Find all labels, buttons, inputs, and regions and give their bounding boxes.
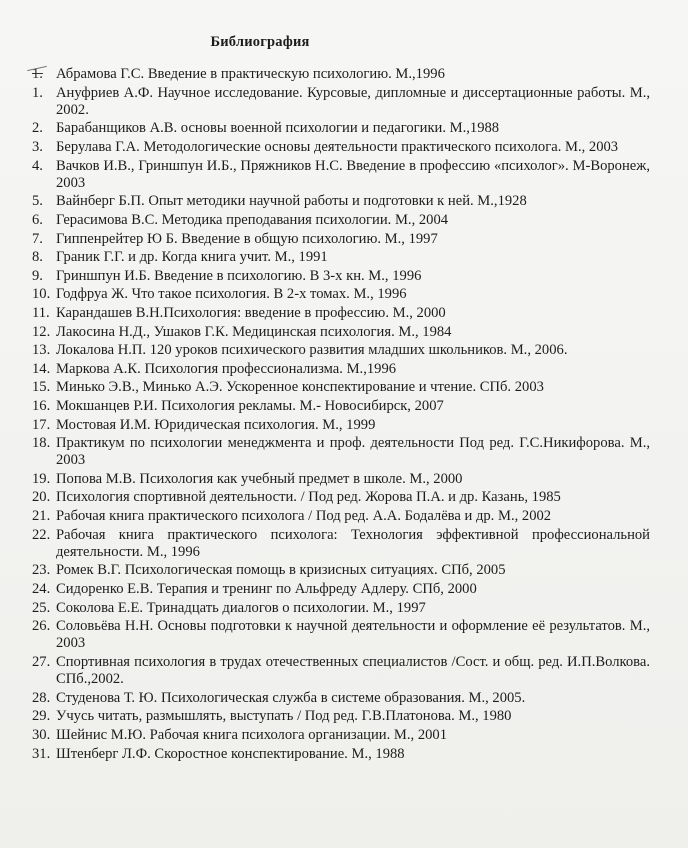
bibliography-entry [32, 746, 650, 763]
bibliography-entry [32, 361, 650, 378]
entry-number: 13. [32, 342, 51, 359]
entry-number: 14. [32, 360, 51, 377]
entry-number: 9. [32, 267, 43, 284]
document-title: Библиография [210, 34, 310, 50]
entry-text: Берулава Г.А. Методологические основы деятельности практического психолога. М., 2003 [56, 138, 619, 155]
entry-text: Попова М.В. Психология как учебный предмет в школе. М., 2000 [56, 470, 463, 487]
entry-text: Ануфриев А.Ф. Научное исследование. Курсовые, дипломные и диссертационные работы. М., 2002. [56, 84, 650, 118]
entry-text: Соколова Е.Е. Тринадцать диалогов о психологии. М., 1997 [56, 599, 426, 616]
entry-number: 18. [32, 435, 51, 452]
bibliography-entry [32, 120, 650, 137]
entry-text: Граник Г.Г. и др. Когда книга учит. М., 1991 [56, 249, 328, 266]
entry-text: Абрамова Г.С. Введение в практическую психологию. М.,1996 [56, 66, 445, 82]
bibliography-entry [32, 85, 650, 119]
entry-text: Годфруа Ж. Что такое психология. В 2-х томах. М., 1996 [56, 286, 407, 303]
entry-number: 3. [32, 138, 43, 155]
bibliography-entry [32, 379, 650, 396]
entry-text: Психология спортивной деятельности. / Под ред. Жорова П.А. и др. Казань, 1985 [56, 489, 561, 506]
entry-text: Учусь читать, размышлять, выступать / Под ред. Г.В.Платонова. М., 1980 [56, 708, 512, 725]
entry-text: Студенова Т. Ю. Психологическая служба в системе образования. М., 2005. [56, 689, 526, 706]
entry-text: Карандашев В.Н.Психология: введение в профессию. М., 2000 [56, 304, 446, 321]
entry-text: Шейнис М.Ю. Рабочая книга психолога организации. М., 2001 [56, 727, 448, 744]
bibliography-entry [32, 286, 650, 303]
bibliography-entry [32, 471, 650, 488]
bibliography-entry [32, 435, 650, 469]
entry-number: 11. [32, 304, 50, 321]
entry-text: Практикум по психологии менеджмента и проф. деятельности Под ред. Г.С.Никифорова. М., 2003 [56, 435, 650, 469]
bibliography-entry [32, 654, 650, 688]
bibliography-list [32, 66, 650, 764]
bibliography-entry [32, 231, 650, 248]
entry-text: Гриншпун И.Б. Введение в психологию. В 3-х кн. М., 1996 [56, 267, 422, 284]
entry-number: 7. [32, 230, 43, 247]
entry-number: 19. [32, 470, 51, 487]
bibliography-entry [32, 489, 650, 506]
entry-number: 25. [32, 599, 51, 616]
entry-text: Рабочая книга практического психолога / Под ред. А.А. Бодалёва и др. М., 2002 [56, 508, 552, 525]
bibliography-entry [32, 212, 650, 229]
entry-number: 4. [32, 157, 43, 174]
entry-text: Мостовая И.М. Юридическая психология. М., 1999 [56, 416, 376, 433]
entry-text: Вайнберг Б.П. Опыт методики научной работы и подготовки к ней. М.,1928 [56, 193, 527, 210]
entry-text: Спортивная психология в трудах отечественных специалистов /Сост. и общ. ред. И.П.Волкова. СПб.,2002. [56, 654, 650, 688]
bibliography-entry [32, 249, 650, 266]
entry-number: 30. [32, 727, 51, 744]
entry-number: 1. [32, 66, 43, 82]
entry-text: Маркова А.К. Психология профессионализма. М.,1996 [56, 360, 397, 377]
entry-text: Вачков И.В., Гриншпун И.Б., Пряжников Н.С. Введение в профессию «психолог». М-Воронеж, 2003 [56, 157, 650, 191]
entry-number: 16. [32, 397, 51, 414]
entry-text: Локалова Н.П. 120 уроков психического развития младших школьников. М., 2006. [56, 342, 568, 359]
entry-number: 2. [32, 120, 43, 137]
entry-number: 10. [32, 286, 51, 303]
entry-number: 27. [32, 654, 51, 671]
entry-text: Мокшанцев Р.И. Психология рекламы. М.- Новосибирск, 2007 [56, 397, 444, 414]
entry-text: Штенберг Л.Ф. Скоростное конспектирование. М., 1988 [56, 745, 405, 762]
bibliography-entry [32, 690, 650, 707]
entry-number: 1. [32, 84, 43, 101]
entry-number: 12. [32, 323, 51, 340]
entry-number: 29. [32, 708, 51, 725]
entry-number: 24. [32, 581, 51, 598]
entry-number: 23. [32, 562, 51, 579]
entry-text: Лакосина Н.Д., Ушаков Г.К. Медицинская психология. М., 1984 [56, 323, 452, 340]
bibliography-entry [32, 398, 650, 415]
bibliography-entry [32, 268, 650, 285]
entry-text: Соловьёва Н.Н. Основы подготовки к научной деятельности и оформление её результатов. М., 2003 [56, 618, 650, 652]
bibliography-entry [32, 193, 650, 210]
bibliography-entry [32, 562, 650, 579]
entry-number: 17. [32, 416, 51, 433]
bibliography-entry [32, 618, 650, 652]
entry-number: 8. [32, 249, 43, 266]
bibliography-entry [32, 727, 650, 744]
entry-text: Гиппенрейтер Ю Б. Введение в общую психологию. М., 1997 [56, 230, 438, 247]
entry-number: 22. [32, 526, 51, 543]
entry-text: Минько Э.В., Минько А.Э. Ускоренное конспектирование и чтение. СПб. 2003 [56, 379, 544, 396]
bibliography-entry [32, 305, 650, 322]
bibliography-entry [32, 508, 650, 525]
entry-text: Рабочая книга практического психолога: Технология эффективной профессиональной деятельности. М., 1996 [56, 526, 650, 560]
bibliography-entry [32, 66, 650, 83]
bibliography-entry [32, 417, 650, 434]
entry-number: 28. [32, 689, 51, 706]
entry-number: 20. [32, 489, 51, 506]
bibliography-entry [32, 158, 650, 192]
entry-number: 5. [32, 193, 43, 210]
entry-number: 6. [32, 211, 43, 228]
bibliography-entry [32, 324, 650, 341]
bibliography-entry [32, 139, 650, 156]
entry-text: Сидоренко Е.В. Терапия и тренинг по Альфреду Адлеру. СПб, 2000 [56, 581, 477, 598]
bibliography-entry [32, 342, 650, 359]
entry-number: 26. [32, 618, 51, 635]
bibliography-entry [32, 581, 650, 598]
entry-number: 31. [32, 745, 51, 762]
bibliography-entry [32, 527, 650, 561]
entry-text: Ромек В.Г. Психологическая помощь в кризисных ситуациях. СПб, 2005 [56, 562, 506, 579]
entry-text: Барабанщиков А.В. основы военной психологии и педагогики. М.,1988 [56, 120, 500, 137]
entry-number: 15. [32, 379, 51, 396]
entry-number: 21. [32, 508, 51, 525]
bibliography-entry [32, 708, 650, 725]
bibliography-entry [32, 600, 650, 617]
entry-text: Герасимова В.С. Методика преподавания психологии. М., 2004 [56, 211, 449, 228]
